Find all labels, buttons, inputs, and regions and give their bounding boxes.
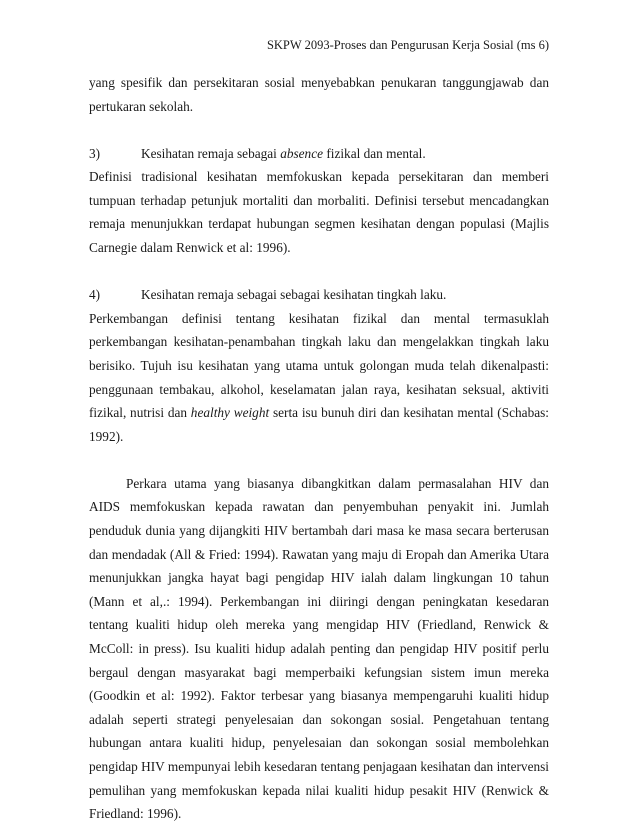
item-4-number: 4) (89, 287, 101, 303)
item-3-title-italic: absence (280, 145, 324, 161)
item-3-title-after: fizikal dan mental. (323, 145, 426, 161)
continuation-paragraph: yang spesifik dan persekitaran sosial menyebabkan penukaran tanggungjawab dan pertukaran sekolah. (89, 75, 549, 114)
item-4-body-after: serta isu bunuh diri dan kesihatan mental (Schabas: 1992). (89, 405, 549, 444)
item-4-heading (89, 283, 549, 307)
item-4-body-before: Perkembangan definisi tentang kesihatan fizikal dan mental termasuklah perkembangan kesihatan-penambahan tingkah laku dan mengelakkan tingkah laku berisiko. Tujuh isu kesihatan yang utama untuk golongan muda telah dikenalpasti: penggunaan tembakau, alkohol, keselamatan jalan raya, kesihatan seksual, aktiviti fizikal, nutrisi dan (89, 310, 549, 421)
item-3-number: 3) (89, 145, 101, 161)
document-body (89, 71, 549, 826)
item-3-body: Definisi tradisional kesihatan memfokuskan kepada persekitaran dan memberi tumpuan terhadap petunjuk mortaliti dan morbaliti. Definisi tersebut mencadangkan remaja menunjukkan terdapat hubungan segmen kesihatan dengan populasi (Majlis Carnegie dalam Renwick et al: 1996). (89, 169, 549, 256)
item-4-title: Kesihatan remaja sebagai sebagai kesihatan tingkah laku. (141, 287, 447, 303)
page-header: SKPW 2093-Proses dan Pengurusan Kerja Sosial (ms 6) (266, 38, 549, 52)
hiv-paragraph: Perkara utama yang biasanya dibangkitkan dalam permasalahan HIV dan AIDS memfokuskan kepada rawatan dan penyembuhan penyakit ini. Jumlah penduduk dunia yang dijangkiti HIV bertambah dari masa ke masa secara berterusan dan mendadak (All & Fried: 1994). Rawatan yang maju di Eropah dan Amerika Utara menunjukkan jangka hayat bagi pengidap HIV ialah dalam lingkungan 10 tahun (Mann et al,.: 1994). Perkembangan ini diiringi dengan peningkatan kesedaran tentang kualiti hidup oleh mereka yang mengidap HIV (Friedland, Renwick & McColl: in press). Isu kualiti hidup adalah penting dan pengidap HIV positif perlu bergaul dengan masyarakat bagi memperbaiki kefungsian sistem imun mereka (Goodkin et al: 1992). Faktor terbesar yang biasanya mempengaruhi kualiti hidup adalah seperti strategi penyelesaian dan sokongan sosial. Pengetahuan tentang hubungan antara kualiti hidup, penyelesaian dan sokongan sosial membolehkan pengidap HIV mempunyai lebih kesedaran tentang penjagaan kesihatan dan intervensi pemulihan yang memfokuskan kepada nilai kualiti hidup pesakit HIV (Renwick & Friedland: 1996). (89, 475, 549, 822)
item-3-title-before: Kesihatan remaja sebagai (141, 145, 281, 161)
item-4-body-italic: healthy weight (190, 405, 270, 421)
item-4-body (89, 307, 549, 449)
item-3-heading (89, 142, 549, 166)
